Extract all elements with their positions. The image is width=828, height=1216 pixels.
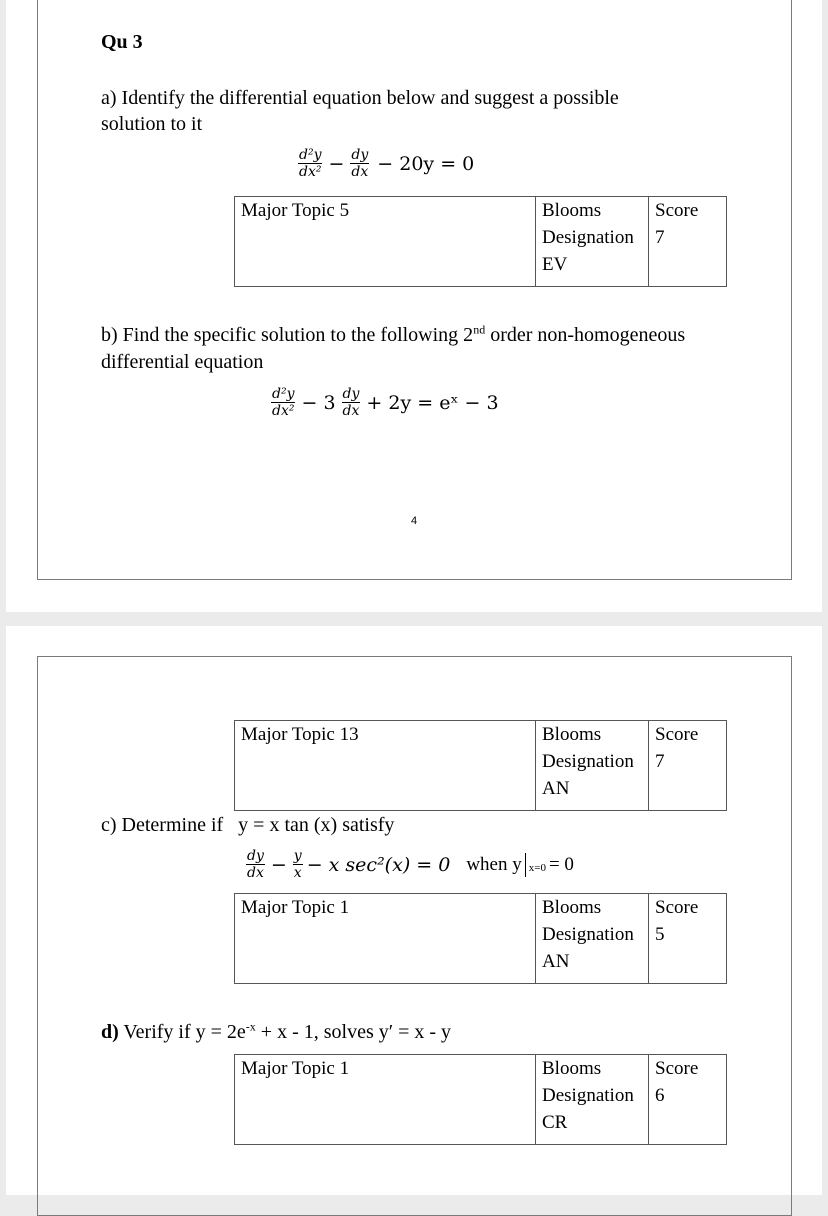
topic-table-13 bbox=[234, 720, 727, 811]
topic-table-c bbox=[234, 893, 727, 984]
score-cell: Score 6 bbox=[649, 1055, 727, 1145]
topic-cell: Major Topic 1 bbox=[235, 894, 536, 984]
score-cell: Score 5 bbox=[649, 894, 727, 984]
part-d-line: d) Verify if $y = 2e^{-x} + x - 1$, solves y′ = x - y bbox=[101, 1019, 452, 1043]
topic-cell: Major Topic 13 bbox=[235, 721, 536, 811]
part-a-line2: solution to it bbox=[101, 113, 203, 135]
score-cell: Score 7 bbox=[649, 197, 727, 287]
equation-c: $\frac{dy}{dx}$ − $\frac{y}{x}$ − x sec²(x) = 0 when y x=0 = 0 bbox=[247, 848, 574, 881]
part-c-line1: c) Determine if y = x tan (x) satisfy bbox=[101, 814, 395, 836]
part-b-line2: differential equation bbox=[101, 351, 264, 373]
equation-a: $\frac{\text{d²y}}{\text{dx²}}$ − $\frac{dy}{dx}$ − 20y = 0 bbox=[299, 147, 475, 180]
equation-b: $\frac{\text{d²y}}{\text{dx²}}$ − 3 $\frac{dy}{dx}$ + 2y = eˣ − 3 bbox=[272, 386, 499, 419]
topic-table-d bbox=[234, 1054, 727, 1145]
question-title: Qu 3 bbox=[101, 31, 143, 53]
topic-cell: Major Topic 5 bbox=[235, 197, 536, 287]
page-2 bbox=[6, 626, 822, 1195]
part-b-line1: b) Find the specific solution to the following 2nd order non-homogeneous bbox=[101, 322, 686, 346]
score-cell: Score 7 bbox=[649, 721, 727, 811]
page-number: 4 bbox=[411, 515, 418, 527]
topic-cell: Major Topic 1 bbox=[235, 1055, 536, 1145]
blooms-cell: Blooms Designation EV bbox=[536, 197, 649, 287]
blooms-cell: Blooms Designation AN bbox=[536, 721, 649, 811]
blooms-cell: Blooms Designation CR bbox=[536, 1055, 649, 1145]
page-1 bbox=[6, 0, 822, 612]
part-a-line1: a) Identify the differential equation below and suggest a possible bbox=[101, 87, 619, 109]
blooms-cell: Blooms Designation AN bbox=[536, 894, 649, 984]
topic-table-a bbox=[234, 196, 727, 287]
